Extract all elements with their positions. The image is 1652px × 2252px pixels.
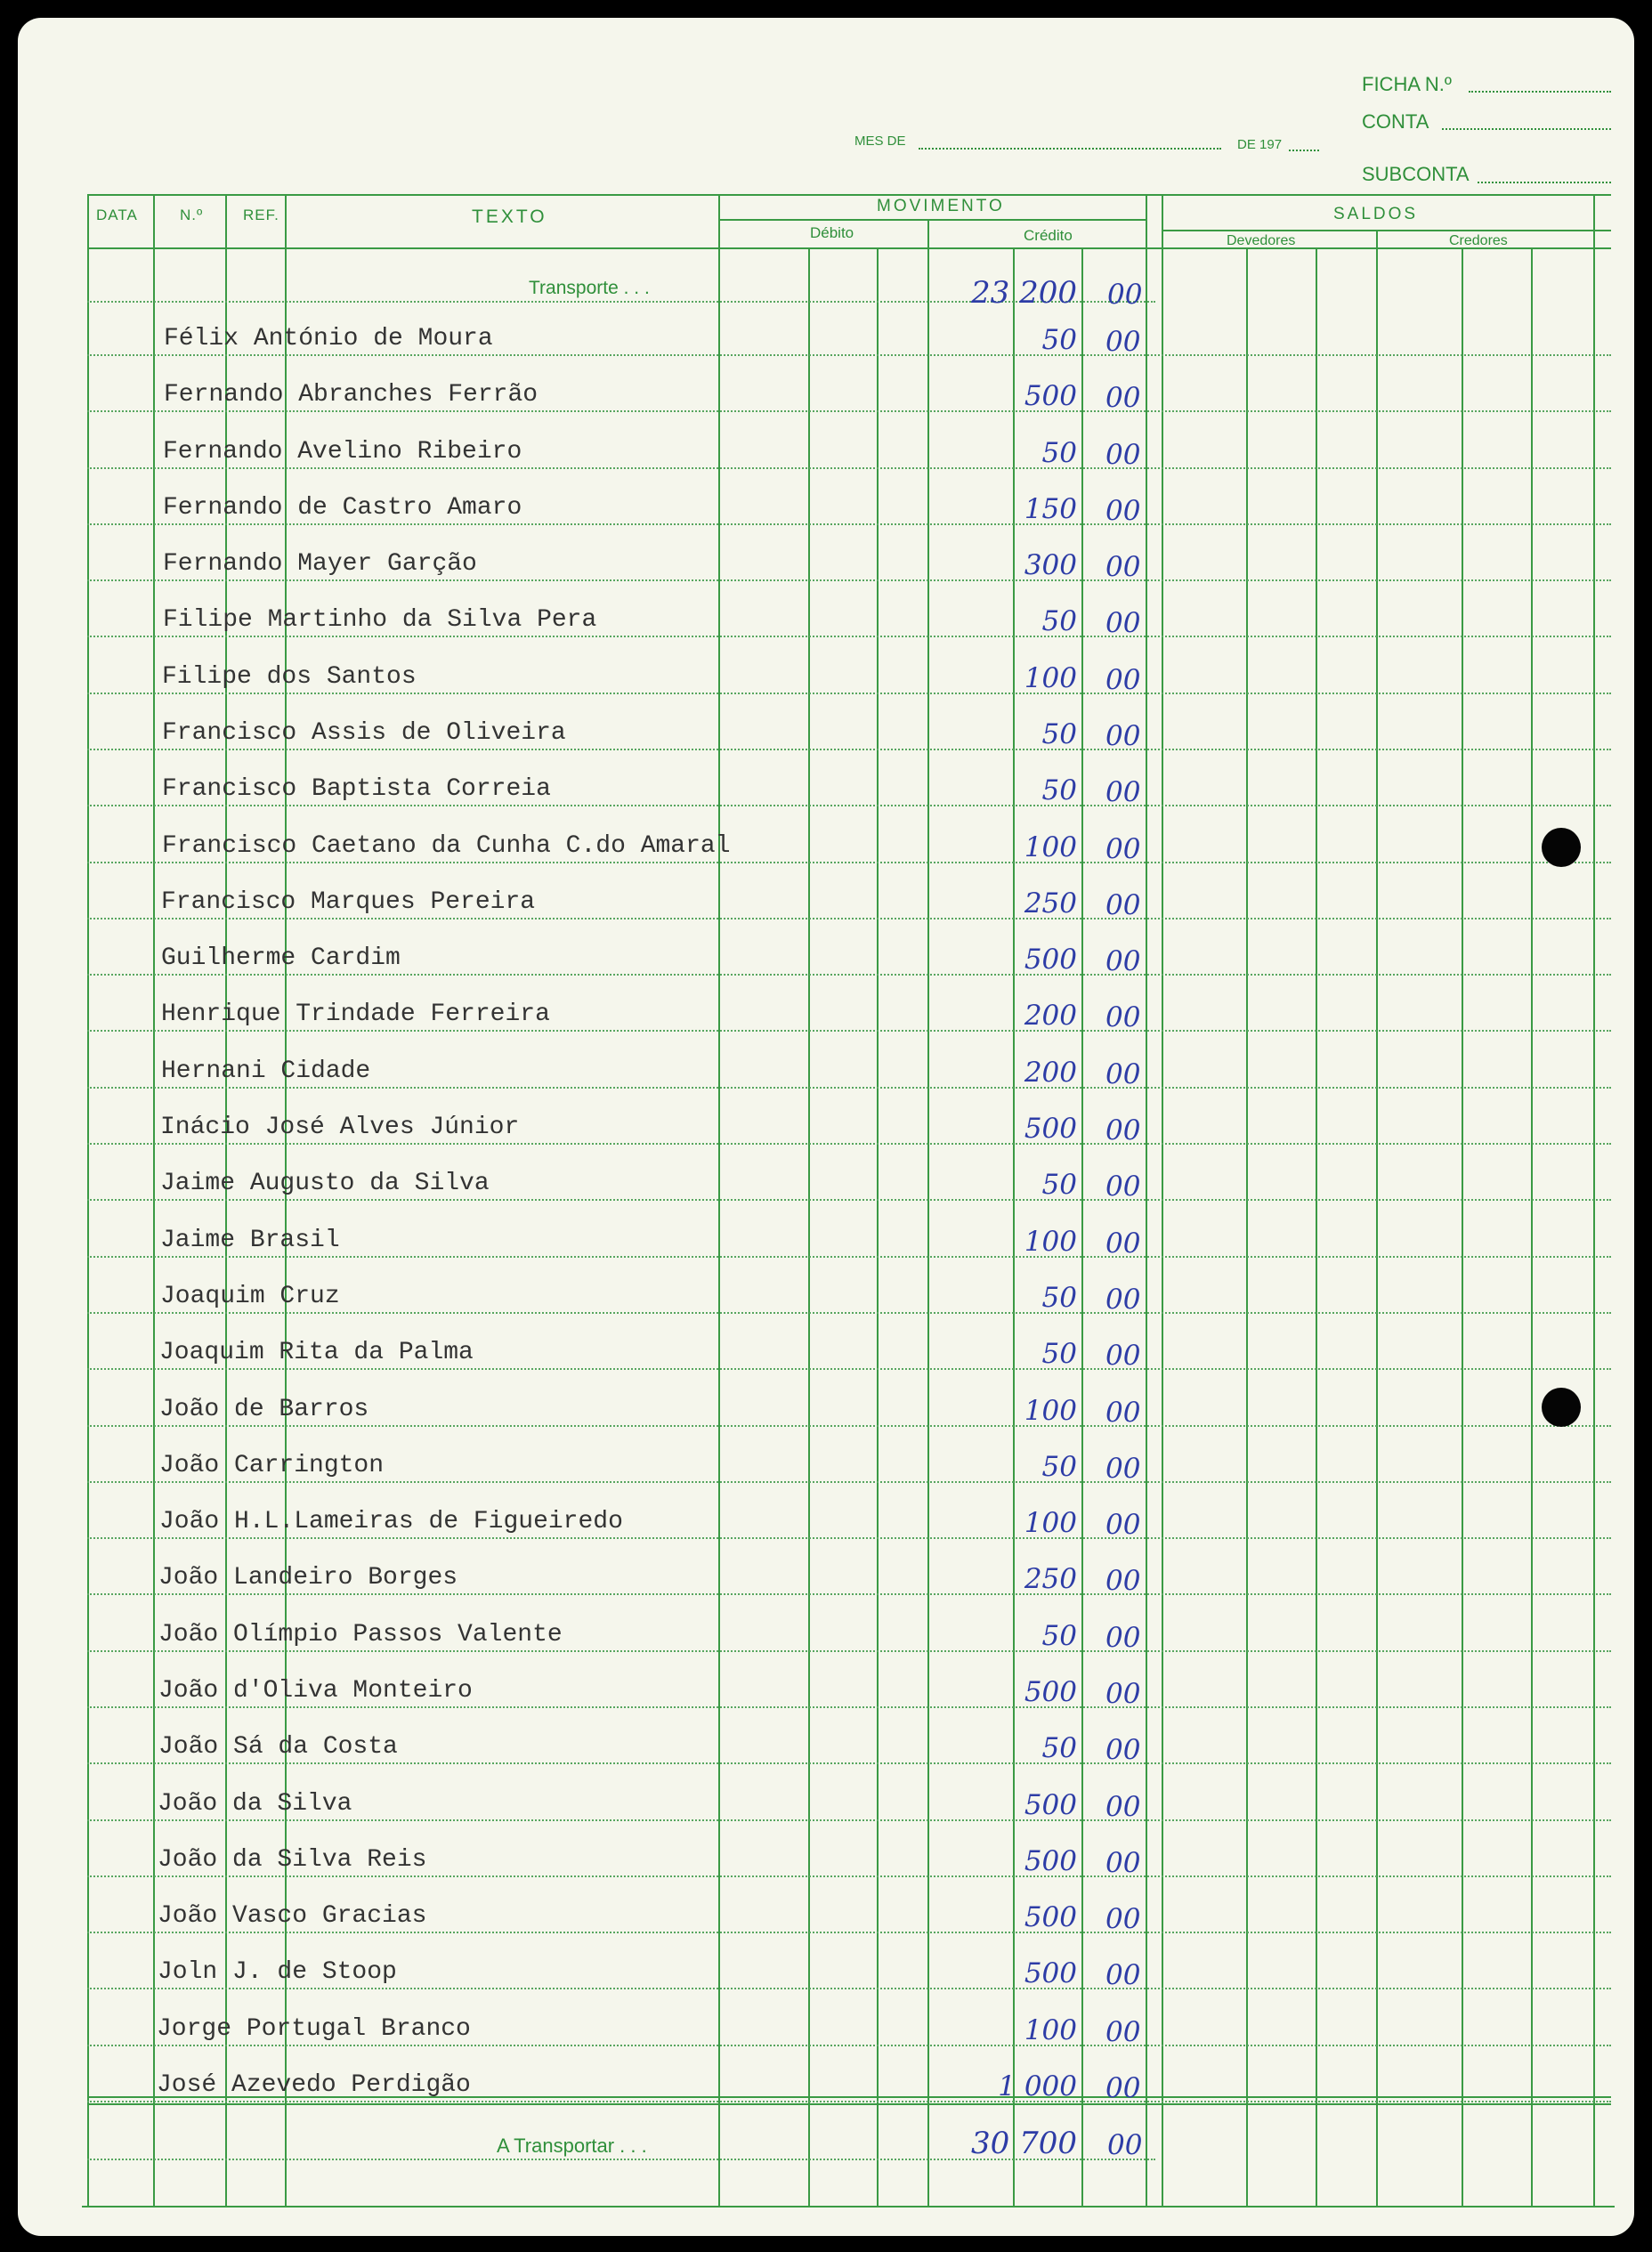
transporte-cents: 00 bbox=[1107, 279, 1143, 311]
entry-name: Hernani Cidade bbox=[161, 1057, 371, 1085]
entry-cents: 00 bbox=[1105, 1340, 1141, 1372]
row-rule bbox=[87, 1762, 1611, 1764]
entry-amount: 100 bbox=[1024, 831, 1077, 863]
entry-cents: 00 bbox=[1105, 1397, 1141, 1429]
entry-name: Francisco Assis de Oliveira bbox=[162, 719, 566, 747]
entry-name: Francisco Marques Pereira bbox=[161, 888, 536, 916]
subconta-label: SUBCONTA bbox=[1362, 163, 1470, 185]
entry-cents: 00 bbox=[1105, 1622, 1141, 1654]
row-rule bbox=[87, 1030, 1611, 1032]
row-rule bbox=[87, 1199, 1611, 1201]
entry-cents: 00 bbox=[1105, 1058, 1141, 1090]
entry-amount: 200 bbox=[1024, 1000, 1077, 1032]
col-header-credores: Credores bbox=[1449, 233, 1508, 248]
row-rule bbox=[87, 974, 1611, 976]
col-header-texto: TEXTO bbox=[472, 207, 547, 227]
entry-amount: 500 bbox=[1024, 1845, 1077, 1877]
row-rule bbox=[87, 1819, 1611, 1821]
entry-cents: 00 bbox=[1105, 1678, 1141, 1710]
table-bottom-rule bbox=[82, 2206, 1615, 2207]
entry-cents: 00 bbox=[1105, 1791, 1141, 1823]
entry-amount: 500 bbox=[1024, 1957, 1077, 1989]
entry-amount: 500 bbox=[1024, 944, 1077, 976]
entry-amount: 500 bbox=[1024, 1901, 1077, 1933]
entry-name: Filipe Martinho da Silva Pera bbox=[163, 606, 597, 634]
entry-amount: 50 bbox=[1041, 774, 1077, 806]
entry-amount: 500 bbox=[1024, 380, 1077, 412]
credores-subcol-2 bbox=[1531, 247, 1533, 2207]
row-rule bbox=[87, 1988, 1611, 1989]
entry-cents: 00 bbox=[1105, 1903, 1141, 1935]
entry-name: Inácio José Alves Júnior bbox=[160, 1114, 520, 1141]
row-rule bbox=[87, 467, 1611, 469]
entry-cents: 00 bbox=[1105, 495, 1141, 527]
row-rule bbox=[87, 354, 1611, 356]
row-rule bbox=[87, 1087, 1611, 1089]
devedores-subcol-2 bbox=[1316, 247, 1317, 2207]
row-rule bbox=[87, 636, 1611, 637]
entry-amount: 500 bbox=[1024, 1676, 1077, 1708]
entry-name: Joln J. de Stoop bbox=[158, 1958, 397, 1986]
col-header-saldos: SALDOS bbox=[1333, 205, 1419, 223]
entry-cents: 00 bbox=[1105, 889, 1141, 921]
table-right-border bbox=[1593, 194, 1595, 2207]
entry-name: José Azevedo Perdigão bbox=[157, 2071, 471, 2099]
entry-cents: 00 bbox=[1105, 1565, 1141, 1597]
entry-cents: 00 bbox=[1105, 2016, 1141, 2048]
entry-name: João da Silva Reis bbox=[158, 1846, 427, 1874]
entry-amount: 100 bbox=[1024, 2014, 1077, 2046]
row-rule bbox=[87, 410, 1611, 412]
movimento-subrule bbox=[718, 219, 1146, 221]
entry-name: Jaime Brasil bbox=[160, 1227, 340, 1254]
entry-cents: 00 bbox=[1105, 664, 1141, 696]
entry-cents: 00 bbox=[1105, 1227, 1141, 1260]
row-rule bbox=[87, 1312, 1611, 1314]
entry-amount: 50 bbox=[1041, 1620, 1077, 1652]
entry-name: João Vasco Gracias bbox=[158, 1902, 427, 1930]
a-transportar-amount: 30 700 bbox=[971, 2126, 1077, 2161]
conta-label: CONTA bbox=[1362, 110, 1429, 133]
entry-name: João de Barros bbox=[159, 1396, 369, 1423]
table-top-rule bbox=[87, 194, 1611, 196]
binder-hole-upper bbox=[1542, 828, 1581, 867]
entry-amount: 100 bbox=[1024, 1507, 1077, 1539]
subconta-field[interactable] bbox=[1478, 182, 1611, 183]
col-divider-saldos bbox=[1162, 194, 1163, 2207]
entry-cents: 00 bbox=[1105, 1284, 1141, 1316]
entry-cents: 00 bbox=[1105, 1114, 1141, 1146]
entry-name: Fernando Abranches Ferrão bbox=[164, 381, 539, 409]
entry-name: Francisco Caetano da Cunha C.do Amaral bbox=[162, 832, 731, 860]
entry-amount: 50 bbox=[1041, 1732, 1077, 1764]
row-rule bbox=[87, 1256, 1611, 1258]
entry-amount: 200 bbox=[1024, 1057, 1077, 1089]
devedores-subcol-1 bbox=[1246, 247, 1248, 2207]
row-rule bbox=[87, 1875, 1611, 1877]
credores-subcol-1 bbox=[1462, 247, 1463, 2207]
row-rule bbox=[87, 523, 1611, 525]
col-header-movimento: MOVIMENTO bbox=[877, 197, 1005, 215]
entry-amount: 50 bbox=[1041, 1338, 1077, 1370]
row-rule bbox=[87, 2045, 1611, 2046]
entry-cents: 00 bbox=[1105, 1453, 1141, 1485]
de-197-label: DE 197 bbox=[1237, 137, 1283, 152]
entry-name: João Olímpio Passos Valente bbox=[158, 1621, 563, 1648]
col-header-data: DATA bbox=[96, 207, 138, 223]
entry-cents: 00 bbox=[1105, 607, 1141, 639]
row-rule bbox=[87, 1706, 1611, 1708]
row-rule bbox=[87, 1593, 1611, 1595]
entry-amount: 250 bbox=[1024, 887, 1077, 919]
col-header-devedores: Devedores bbox=[1227, 233, 1296, 248]
entry-cents: 00 bbox=[1105, 1509, 1141, 1541]
a-transportar-label: A Transportar . . . bbox=[497, 2135, 647, 2157]
entry-amount: 50 bbox=[1041, 437, 1077, 469]
entry-cents: 00 bbox=[1105, 439, 1141, 471]
a-transportar-cents: 00 bbox=[1107, 2129, 1143, 2161]
mes-de-label: MES DE bbox=[854, 134, 906, 149]
entry-name: Jaime Augusto da Silva bbox=[160, 1170, 490, 1197]
ficha-label: FICHA N.º bbox=[1362, 73, 1452, 95]
entry-amount: 500 bbox=[1024, 1113, 1077, 1145]
col-divider-data bbox=[153, 194, 155, 2207]
col-divider-devedores bbox=[1376, 230, 1378, 2207]
entry-name: João Carrington bbox=[159, 1452, 385, 1479]
col-header-ref: REF. bbox=[243, 207, 279, 223]
entry-amount: 50 bbox=[1041, 1169, 1077, 1201]
entry-name: João Landeiro Borges bbox=[158, 1564, 458, 1592]
row-rule bbox=[87, 1650, 1611, 1652]
entry-amount: 1 000 bbox=[998, 2070, 1077, 2102]
row-rule bbox=[87, 1481, 1611, 1483]
footer-top-rule-2 bbox=[87, 2103, 1611, 2105]
entry-amount: 50 bbox=[1041, 324, 1077, 356]
year-field[interactable] bbox=[1289, 150, 1319, 151]
row-rule bbox=[87, 2101, 1611, 2102]
debito-subcol-1 bbox=[808, 247, 810, 2207]
col-header-debito: Débito bbox=[810, 224, 854, 241]
entry-amount: 150 bbox=[1024, 493, 1077, 525]
credito-subcol-2 bbox=[1081, 247, 1083, 2207]
entry-cents: 00 bbox=[1105, 776, 1141, 808]
entry-name: Fernando Mayer Garção bbox=[163, 550, 477, 578]
col-divider-movimento bbox=[1146, 194, 1147, 2207]
entry-name: Joaquim Rita da Palma bbox=[159, 1339, 474, 1366]
col-divider-debito bbox=[927, 219, 929, 2207]
row-rule bbox=[87, 693, 1611, 694]
conta-field[interactable] bbox=[1442, 128, 1611, 130]
row-rule bbox=[87, 1425, 1611, 1427]
entry-amount: 300 bbox=[1024, 549, 1077, 581]
row-rule bbox=[87, 1932, 1611, 1933]
entry-amount: 100 bbox=[1024, 662, 1077, 694]
col-header-numero: N.º bbox=[180, 207, 204, 223]
entry-name: João d'Oliva Monteiro bbox=[158, 1677, 473, 1705]
entry-cents: 00 bbox=[1105, 326, 1141, 358]
entry-name: Henrique Trindade Ferreira bbox=[161, 1000, 550, 1028]
binder-hole-lower bbox=[1542, 1388, 1581, 1427]
transporte-label: Transporte . . . bbox=[529, 278, 650, 298]
entry-name: Francisco Baptista Correia bbox=[162, 775, 551, 803]
entry-cents: 00 bbox=[1105, 720, 1141, 752]
entry-name: Fernando de Castro Amaro bbox=[163, 494, 522, 522]
entry-amount: 100 bbox=[1024, 1226, 1077, 1258]
ficha-field[interactable] bbox=[1469, 91, 1611, 93]
row-rule bbox=[87, 1143, 1611, 1145]
entry-cents: 00 bbox=[1105, 1001, 1141, 1033]
entry-amount: 100 bbox=[1024, 1395, 1077, 1427]
entry-cents: 00 bbox=[1105, 833, 1141, 865]
table-left-border bbox=[87, 194, 89, 2207]
entry-cents: 00 bbox=[1105, 1847, 1141, 1879]
transporte-amount: 23 200 bbox=[971, 275, 1077, 311]
entry-name: João Sá da Costa bbox=[158, 1733, 398, 1761]
entry-name: Fernando Avelino Ribeiro bbox=[163, 438, 522, 466]
entry-name: Joaquim Cruz bbox=[160, 1283, 340, 1310]
entry-name: Félix António de Moura bbox=[164, 325, 493, 352]
saldos-subrule bbox=[1162, 230, 1611, 231]
col-divider-texto bbox=[718, 194, 720, 2207]
row-rule bbox=[87, 579, 1611, 581]
row-rule bbox=[87, 1368, 1611, 1370]
entry-amount: 250 bbox=[1024, 1563, 1077, 1595]
entry-amount: 500 bbox=[1024, 1789, 1077, 1821]
entry-name: João da Silva bbox=[158, 1790, 352, 1818]
entry-cents: 00 bbox=[1105, 1171, 1141, 1203]
entry-cents: 00 bbox=[1105, 551, 1141, 583]
entry-cents: 00 bbox=[1105, 382, 1141, 414]
ledger-sheet bbox=[18, 18, 1634, 2236]
entry-amount: 50 bbox=[1041, 718, 1077, 750]
entry-amount: 50 bbox=[1041, 1282, 1077, 1314]
entry-amount: 50 bbox=[1041, 605, 1077, 637]
row-rule bbox=[87, 749, 1611, 750]
row-rule bbox=[87, 1537, 1611, 1539]
debito-subcol-2 bbox=[877, 247, 879, 2207]
entry-amount: 50 bbox=[1041, 1451, 1077, 1483]
entry-cents: 00 bbox=[1105, 945, 1141, 977]
row-rule bbox=[87, 805, 1611, 806]
row-rule bbox=[87, 862, 1611, 863]
row-rule bbox=[87, 918, 1611, 919]
header-bottom-rule bbox=[87, 247, 1611, 249]
entry-name: Jorge Portugal Branco bbox=[157, 2015, 471, 2043]
entry-name: Filipe dos Santos bbox=[162, 663, 417, 691]
entry-cents: 00 bbox=[1105, 2072, 1141, 2104]
entry-name: Guilherme Cardim bbox=[161, 944, 401, 972]
col-header-credito: Crédito bbox=[1024, 227, 1073, 244]
entry-cents: 00 bbox=[1105, 1959, 1141, 1991]
mes-field[interactable] bbox=[919, 148, 1221, 150]
entry-cents: 00 bbox=[1105, 1734, 1141, 1766]
entry-name: João H.L.Lameiras de Figueiredo bbox=[159, 1508, 623, 1535]
